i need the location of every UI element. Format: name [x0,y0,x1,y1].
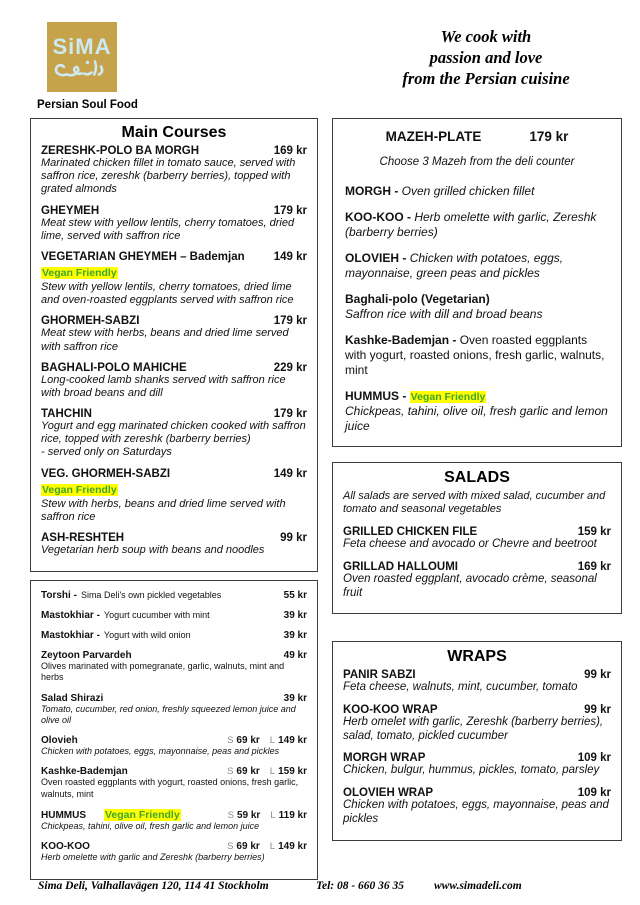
item-description: Oven roasted eggplant, avocado crème, seasonal fruit [343,573,597,599]
item-description: Chicken with potatoes, eggs, mayonnaise, green peas and pickles [345,251,564,280]
vegan-badge: Vegan Friendly [42,483,117,496]
menu-item [41,315,307,353]
item-name: KOO-KOO - [345,210,411,224]
mazeh-item [345,210,609,240]
item-price-small: 59 kr [236,809,261,821]
mazeh-item [345,251,609,281]
item-price-large: 149 kr [278,735,307,746]
item-description: Herb omelette with garlic, Zereshk (barberry berries) [345,210,597,239]
section-title-main-courses: Main Courses [121,124,227,141]
item-price-large: 119 kr [278,809,307,821]
item-price: 229 kr [273,361,307,374]
mazeh-item [345,184,609,199]
wrap-item [343,787,611,827]
item-name: OLOVIEH WRAP [343,787,434,800]
item-name: GHEYMEH [41,204,100,217]
item-name: OLOVIEH - [345,251,407,265]
item-name: BAGHALI-POLO MAHICHE [41,361,187,374]
item-name: MORGH - [345,184,399,198]
mazeh-plate-box [332,118,622,447]
item-price: 99 kr [584,703,611,716]
size-large-label: L [269,841,276,853]
item-inline-description: Sima Deli's own pickled vegetables [80,590,222,600]
item-description: Herb omelette with garlic and Zereshk (barberry berries) [41,852,265,863]
deli-counter-box [30,580,318,880]
size-small-label: S [227,766,234,778]
tagline [330,26,640,89]
wrap-item [343,752,611,778]
deli-item [41,735,307,757]
item-description: Tomato, cucumber, red onion, freshly squeezed lemon juice and olive oil [41,703,296,725]
item-description: Yogurt and egg marinated chicken cooked with saffron rice, topped with zereshk (barberry berries) [41,420,306,446]
deli-item [41,630,307,641]
size-large-label: L [269,766,276,778]
item-description: Vegetarian herb soup with beans and noodles [41,544,265,556]
item-name: GHORMEH-SABZI [41,315,140,328]
item-price: 55 kr [283,590,307,601]
footer-address: Sima Deli, Valhallavägen 120, 114 41 Stockholm [38,880,269,892]
item-name: TAHCHIN [41,408,92,421]
menu-item [41,251,307,307]
item-price: 179 kr [273,204,307,217]
item-description: Feta cheese, walnuts, mint, cucumber, tomato [343,681,578,693]
item-name: Torshi - [41,590,77,601]
item-price: 39 kr [283,692,307,704]
mazeh-price: 179 kr [529,129,569,144]
item-description: Meat stew with herbs, beans and dried lime served with saffron rice [41,327,289,353]
section-title-mazeh: MAZEH-PLATE [385,129,482,144]
deli-item [41,590,307,601]
item-name: HUMMUS - [345,389,407,403]
item-name: Zeytoon Parvardeh [41,650,132,661]
item-name: GRILLAD HALLOUMI [343,561,458,574]
item-name: Mastokhiar - [41,610,100,621]
item-name: Olovieh [41,735,78,746]
item-price-small: 69 kr [236,735,260,746]
mazeh-header [345,129,609,144]
item-price-large: 159 kr [278,766,307,778]
menu-item [41,205,307,243]
vegan-badge: Vegan Friendly [410,391,486,403]
deli-item [41,650,307,684]
size-large-label: L [269,735,276,746]
size-small-label: S [227,841,234,853]
item-name: HUMMUS [41,809,86,821]
deli-item [41,809,307,832]
item-price-small: 69 kr [236,766,260,778]
item-price-large: 149 kr [278,841,307,853]
item-note: - served only on Saturdays [41,446,172,459]
item-name: Salad Shirazi [41,692,104,704]
deli-item [41,610,307,621]
item-description: Chickpeas, tahini, olive oil, fresh garlic and lemon juice [41,820,260,831]
vegan-badge: Vegan Friendly [42,266,117,279]
item-price: 39 kr [283,610,307,621]
item-name: VEGETARIAN GHEYMEH – Bademjan [41,250,245,263]
salads-intro: All salads are served with mixed salad, cucumber and tomato and seasonal vegetables [343,490,606,516]
logo-wordmark: SiMA [52,34,112,59]
size-large-label: L [270,809,276,821]
deli-script-icon [54,58,110,82]
wraps-box [332,641,622,841]
item-price-small: 69 kr [236,841,260,853]
main-courses-box [30,118,318,572]
item-price: 149 kr [273,250,307,263]
item-description: Long-cooked lamb shanks served with saffron rice with broad beans and dill [41,373,286,399]
deli-item [41,693,307,727]
item-price: 99 kr [280,532,307,544]
menu-item [41,362,307,400]
item-name: Baghali-polo (Vegetarian) [345,292,490,306]
item-price: 49 kr [283,650,307,661]
menu-item [41,145,307,197]
mazeh-subtitle: Choose 3 Mazeh from the deli counter [379,156,575,168]
tagline-line: from the Persian cuisine [402,69,570,89]
item-price: 169 kr [273,145,307,157]
deli-item [41,841,307,863]
size-small-label: S [227,735,234,746]
item-description: Oven roasted eggplants with yogurt, roasted onions, fresh garlic, walnuts, mint [41,777,299,799]
item-price: 169 kr [577,561,611,574]
item-name: GRILLED CHICKEN FILE [343,526,478,539]
item-inline-description: Yogurt with wild onion [103,630,191,640]
section-title-salads: SALADS [444,469,510,486]
item-name: Kashke-Bademjan [41,766,128,778]
item-name: PANIR SABZI [343,669,416,681]
wrap-item [343,669,611,695]
item-price: 159 kr [577,526,611,539]
page-footer [0,880,640,900]
item-name: ZERESHK-POLO BA MORGH [41,145,200,157]
item-description: Feta cheese and avocado or Chevre and beetroot [343,538,597,551]
item-description: Saffron rice with dill and broad beans [345,307,543,321]
item-name: KOO-KOO WRAP [343,703,438,716]
item-description: Oven grilled chicken fillet [401,184,535,198]
item-name: Mastokhiar - [41,630,100,641]
salads-box [332,462,622,614]
item-price: 99 kr [584,669,611,681]
item-price: 109 kr [577,752,611,765]
vegan-badge: Vegan Friendly [105,808,180,821]
wrap-item [343,704,611,744]
item-description: Chicken, bulgur, hummus, pickles, tomato, parsley [343,764,600,777]
item-description: Meat stew with yellow lentils, cherry tomatoes, dried lime, served with saffron rice [41,216,295,242]
item-price: 179 kr [273,408,307,421]
item-price: 149 kr [273,467,307,480]
item-description: Stew with yellow lentils, cherry tomatoes, dried lime and oven-roasted eggplants served with saffron rice [41,280,294,307]
item-price: 39 kr [283,630,307,641]
item-name: Kashke-Bademjan - [345,333,457,347]
brand-logo [47,22,117,92]
tagline-line: passion and love [429,48,543,68]
item-description: Chickpeas, tahini, olive oil, fresh garlic and lemon juice [345,404,608,433]
menu-item [41,408,307,460]
item-description: Herb omelet with garlic, Zereshk (barberry berries), salad, tomato, pickled cucumber [343,715,604,742]
section-title-wraps: WRAPS [447,648,507,665]
right-column [332,118,622,841]
footer-website: www.simadeli.com [434,880,522,892]
salad-item [343,561,611,601]
mazeh-item [345,389,609,434]
item-name: MORGH WRAP [343,752,426,765]
salad-item [343,526,611,552]
mazeh-item [345,333,609,378]
item-description: Olives marinated with pomegranate, garlic, walnuts, mint and herbs [41,661,285,683]
item-description: Chicken with potatoes, eggs, mayonnaise, peas and pickles [343,799,609,825]
menu-item [41,532,307,557]
left-column [30,118,318,880]
item-description: Chicken with potatoes, eggs, mayonnaise, peas and pickles [41,746,280,756]
item-description: Stew with herbs, beans and dried lime served with saffron rice [41,497,286,523]
item-name: VEG. GHORMEH-SABZI [41,467,171,480]
menu-item [41,468,307,524]
item-price: 179 kr [273,315,307,328]
item-description: Oven roasted eggplants with yogurt, roasted onions, fresh garlic, walnuts, mint [345,333,605,377]
item-price: 109 kr [577,787,611,800]
item-name: KOO-KOO [41,841,90,853]
mazeh-item [345,292,609,322]
footer-telephone: Tel: 08 - 660 36 35 [316,880,405,892]
tagline-line: We cook with [440,27,532,46]
size-small-label: S [227,809,234,821]
item-inline-description: Yogurt cucumber with mint [103,610,210,620]
item-description: Marinated chicken fillet in tomato sauce, served with saffron rice, zereshk (barberry berries), topped with grated almonds [41,157,296,196]
item-name: ASH-RESHTEH [41,532,125,544]
deli-item [41,766,307,800]
brand-subtitle: Persian Soul Food [37,99,138,111]
